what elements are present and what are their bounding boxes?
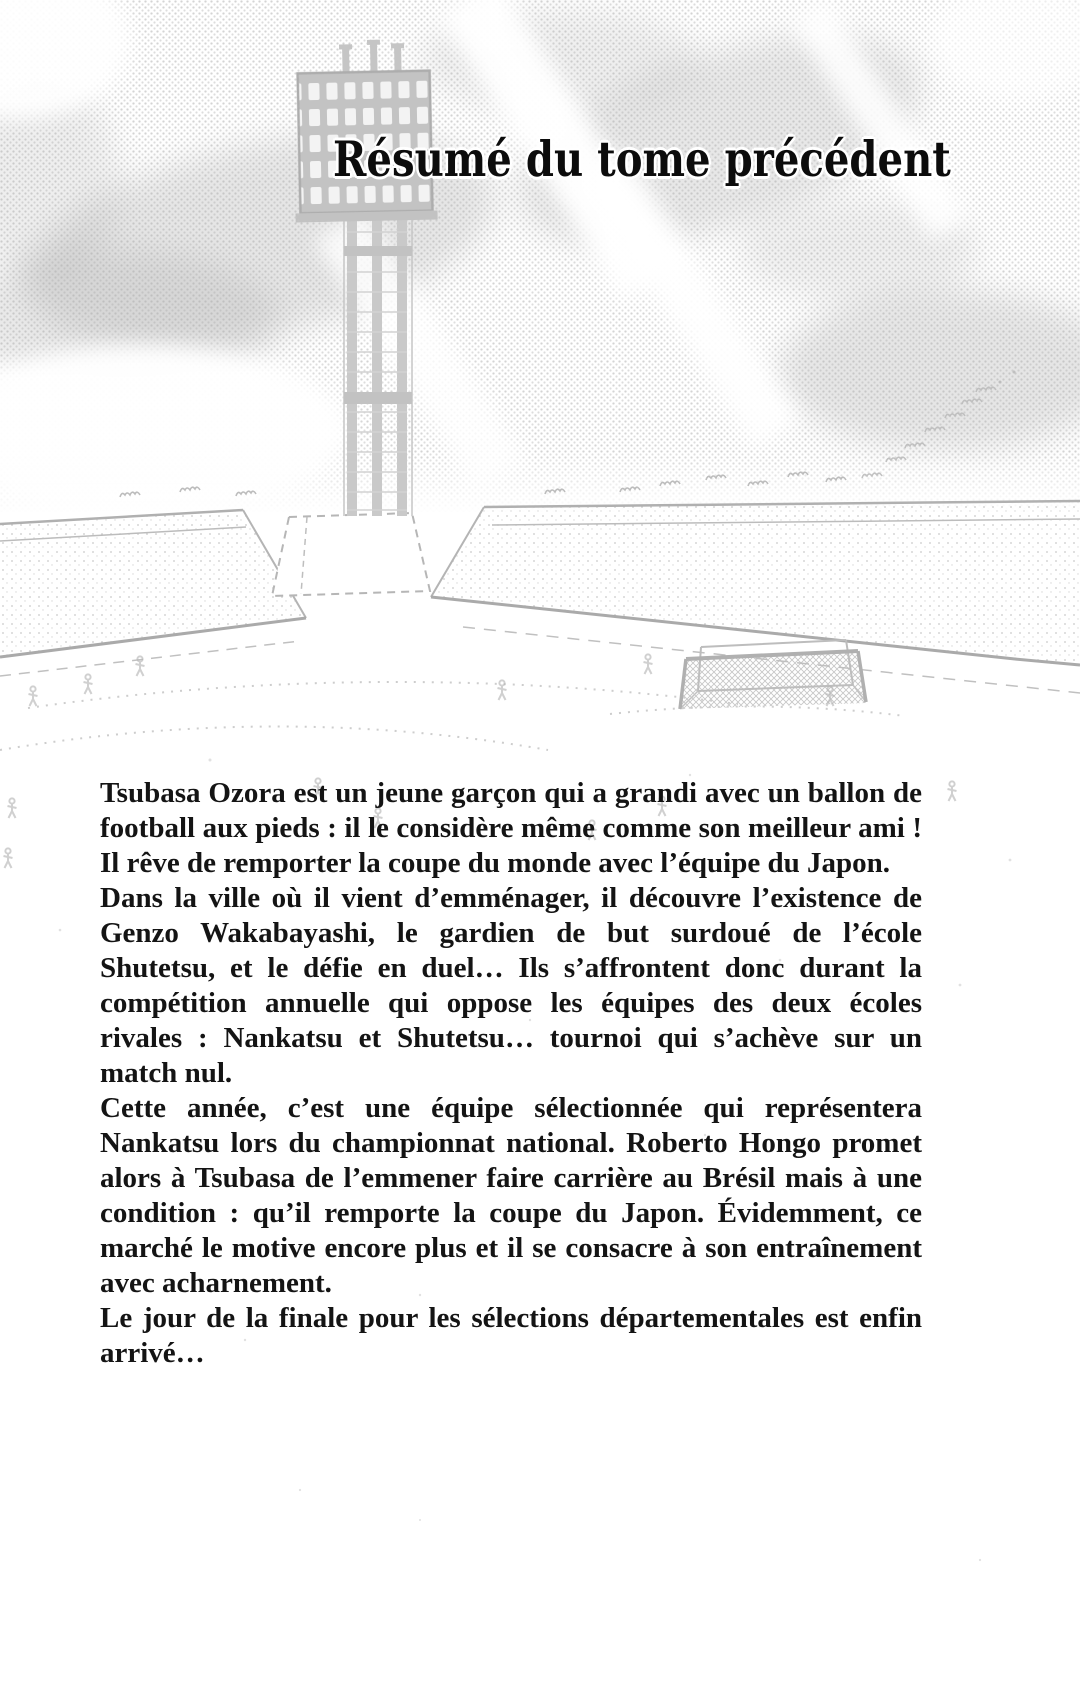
floodlight-mast	[344, 216, 412, 516]
sky-halftone	[0, 0, 1080, 515]
recap-paragraph-2: Dans la ville où il vient d’emménager, il découvre l’existence de Genzo Wakabayashi, le gardien de but surdoué de l’école Shutetsu, et le défie en duel… Ils s’affrontent donc durant la compétition annuelle qui oppose les équipes des deux écoles rivales : Nankatsu et Shutetsu… tournoi qui s’achève sur un match nul.	[100, 882, 922, 1089]
mast-pedestal	[272, 513, 430, 596]
recap-paragraph-3: Cette année, c’est une équipe sélectionnée qui représentera Nankatsu lors du championnat national. Roberto Hongo promet alors à Tsubasa de l’emmener faire carrière au Brésil mais à une condition : qu’il remporte la coupe du Japon. Évidemment, ce marché le motive encore plus et il se consacre à son entraînement avec acharnement.	[100, 1092, 922, 1299]
chapter-recap-title: Résumé du tome précédent	[333, 130, 951, 188]
soccer-goal	[680, 640, 866, 709]
recap-paragraph-1: Tsubasa Ozora est un jeune garçon qui a grandi avec un ballon de football aux pieds : il le considère même comme son meilleur ami ! Il rêve de remporter la coupe du monde avec l’équipe du Japon.	[100, 777, 922, 879]
left-bank-wall	[0, 510, 306, 676]
recap-text	[100, 776, 922, 1371]
recap-paragraph-4: Le jour de la finale pour les sélections départementales est enfin arrivé…	[100, 1302, 922, 1369]
